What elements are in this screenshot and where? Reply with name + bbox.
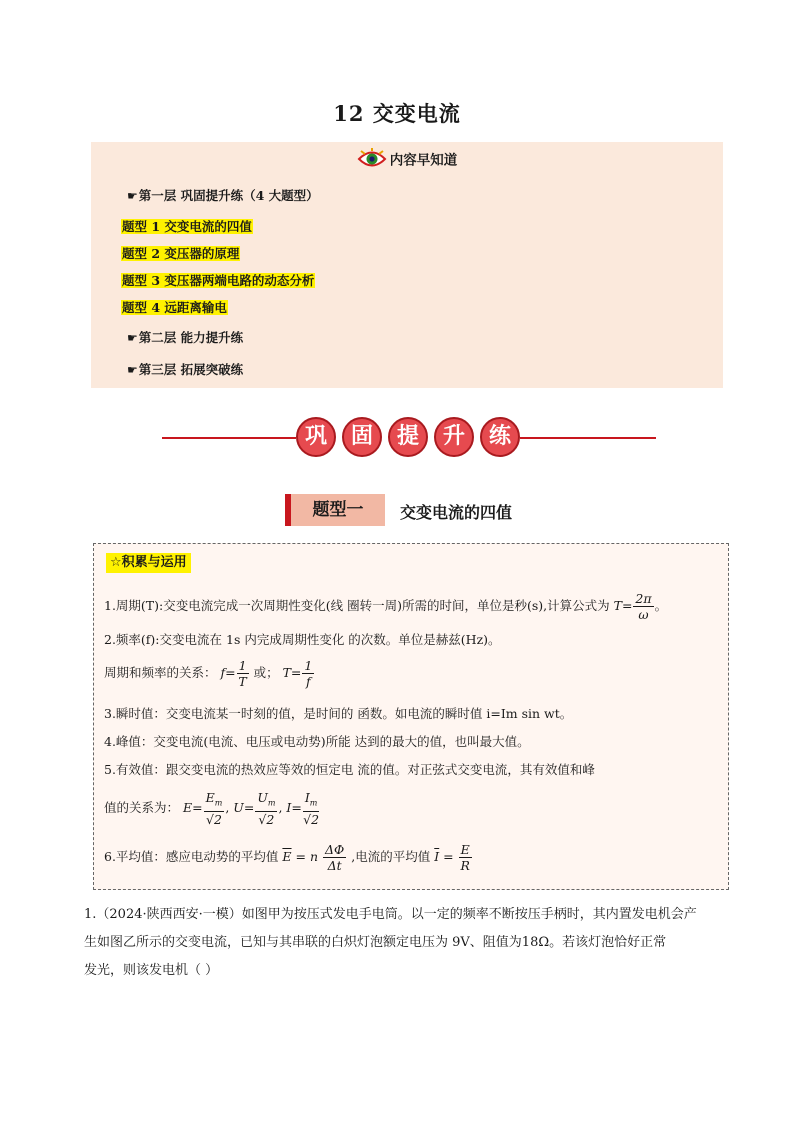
section-type-title: 交变电流的四值: [400, 503, 513, 522]
toc-type-4[interactable]: 题型 4 远距离输电: [122, 300, 227, 315]
banner-char: 提: [388, 417, 428, 457]
knowledge-line-period: 1.周期(T):交变电流完成一次周期性变化(线 圈转一周)所需的时间，单位是秒(s),计算公式为 T= $\frac{2\pi}{\omega}$ 。: [104, 591, 668, 622]
banner-char: 升: [434, 417, 474, 457]
page-title: 12 交变电流: [333, 101, 461, 126]
banner-char: 巩: [296, 417, 336, 457]
toc-type-2[interactable]: 题型 2 变压器的原理: [122, 246, 240, 261]
eye-icon: [357, 148, 387, 174]
knowledge-tag: ☆积累与运用: [106, 553, 191, 573]
knowledge-line-frequency: 2.频率(f):交变电流在 1s 内完成周期性变化 的次数。单位是赫兹(Hz)。: [104, 632, 501, 647]
toc-panel: [91, 142, 723, 388]
knowledge-line-average: 6.平均值：感应电动势的平均值 $\overline{E} = n$ $\frac{\Delta\Phi}{\Delta t}$ ,电流的平均值 $\overline{I}$ = $\frac{E}{R}$: [104, 842, 470, 873]
banner-line-left: [162, 437, 296, 439]
question-1-line: 1.（2024·陕西西安·一模）如图甲为按压式发电手电筒。以一定的频率不断按压手柄时，其内置发电机会产: [84, 907, 697, 922]
question-1-line: 生如图乙所示的交变电流，已知与其串联的白炽灯泡额定电压为 9V、阻值为18Ω。若该灯泡恰好正常: [84, 935, 667, 950]
banner-char: 固: [342, 417, 382, 457]
knowledge-line-rms-formula: 值的关系为： E= $\frac{E_m}{√2}$ , U= $\frac{U_m}{√2}$ , I= $\frac{I_m}{√2}$: [104, 790, 320, 827]
section-type-label: 题型一: [285, 494, 385, 526]
knowledge-line-peak: 4.峰值：交变电流(电流、电压或电动势)所能 达到的最大的值，也叫最大值。: [104, 734, 530, 749]
toc-layer-3[interactable]: ☛第三层 拓展突破练: [127, 362, 244, 377]
knowledge-line-instant: 3.瞬时值：交变电流某一时刻的值，是时间的 函数。如电流的瞬时值 i=Im sin wt。: [104, 706, 573, 721]
question-1-line: 发光，则该发电机（ ）: [84, 963, 219, 978]
toc-type-3[interactable]: 题型 3 变压器两端电路的动态分析: [122, 273, 315, 288]
banner-line-right: [520, 437, 656, 439]
star-icon: ☆: [110, 555, 122, 570]
pointing-hand-icon: ☛: [127, 331, 138, 345]
banner-char: 练: [480, 417, 520, 457]
knowledge-line-rms: 5.有效值：跟交变电流的热效应等效的恒定电 流的值。对正弦式交变电流，其有效值和峰: [104, 762, 595, 777]
pointing-hand-icon: ☛: [127, 189, 138, 203]
toc-heading-text: 内容早知道: [389, 152, 458, 169]
knowledge-line-relation: 周期和频率的关系： f= $\frac{1}{T}$ 或； T= $\frac{1}{f}$: [104, 658, 313, 689]
toc-layer-2[interactable]: ☛第二层 能力提升练: [127, 330, 244, 345]
toc-layer-1[interactable]: ☛第一层 巩固提升练（4 大题型）: [127, 188, 319, 203]
toc-heading: [91, 148, 723, 174]
pointing-hand-icon: ☛: [127, 363, 138, 377]
toc-type-1[interactable]: 题型 1 交变电流的四值: [122, 219, 252, 234]
section-banner: [296, 417, 520, 459]
